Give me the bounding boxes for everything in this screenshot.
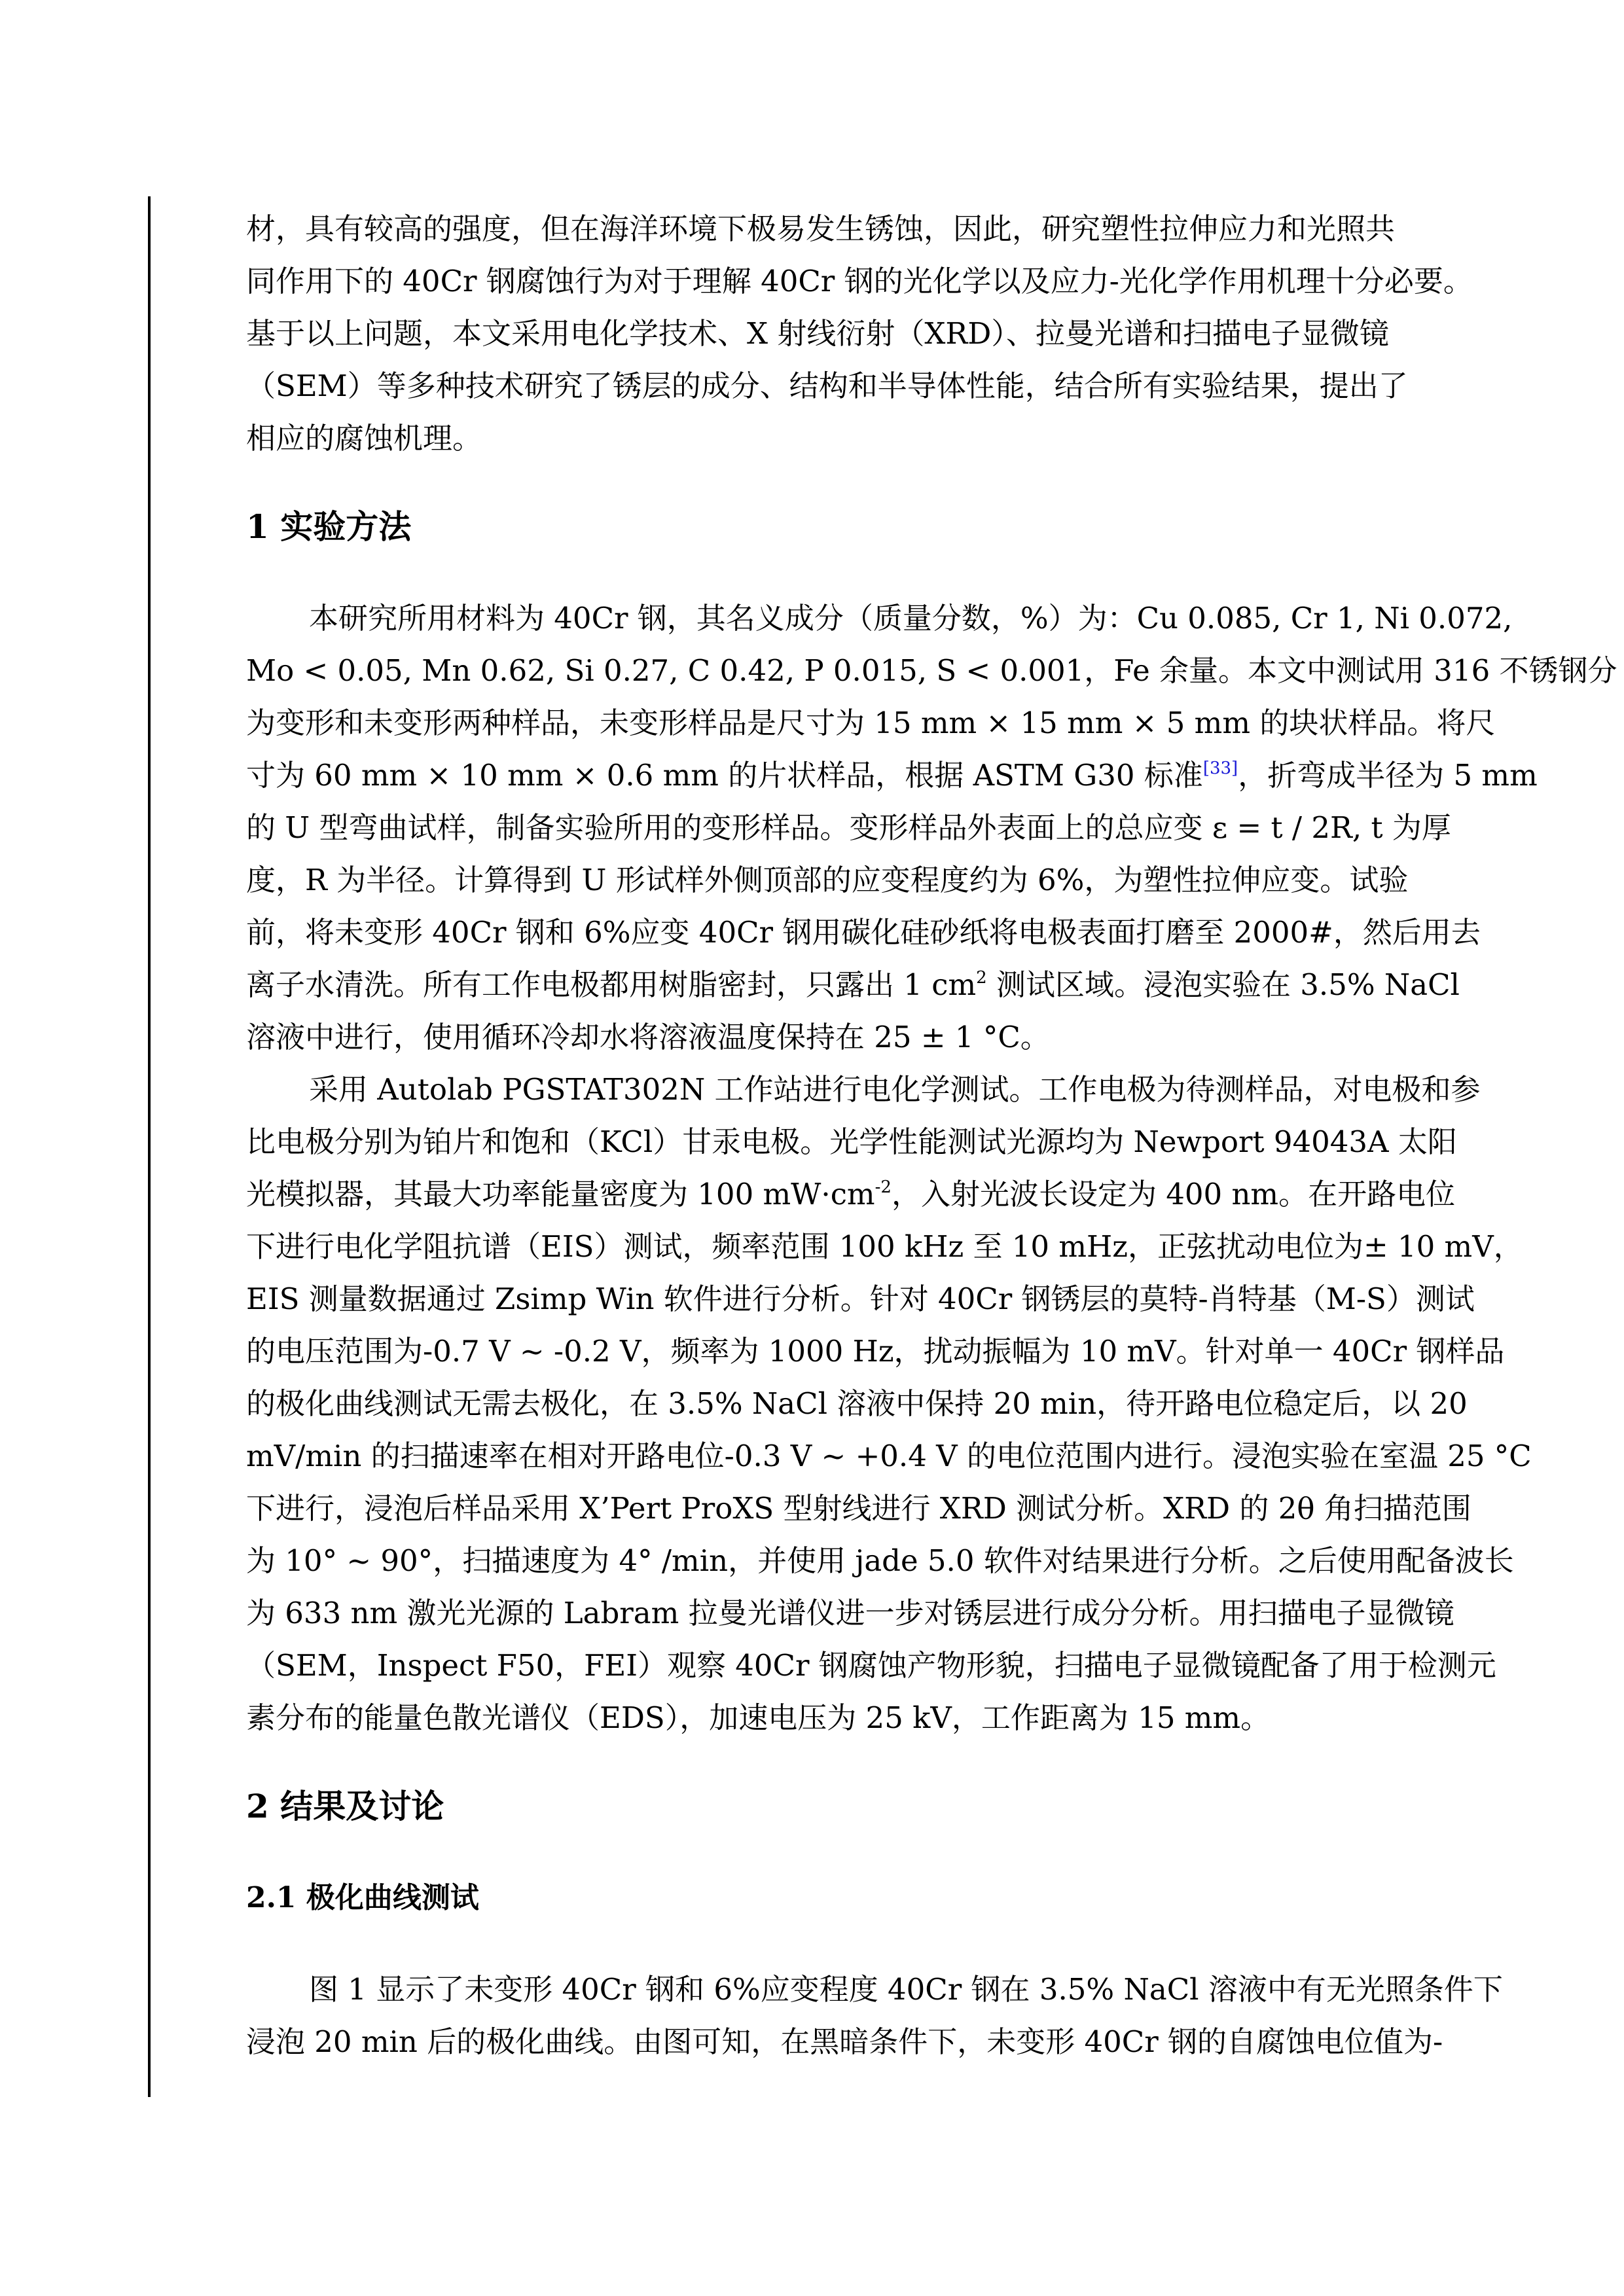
s1-p1-line-1: 本研究所用材料为 40Cr 钢，其名义成分（质量分数，%）为：Cu 0.085, Cr 1, Ni 0.072, <box>309 601 1513 636</box>
s1-p1-line-6: 度，R 为半径。计算得到 U 形试样外侧顶部的应变程度约为 6%，为塑性拉伸应变。试验 <box>246 863 1409 897</box>
s1-p1-line-2: Mo < 0.05, Mn 0.62, Si 0.27, C 0.42, P 0.015, S < 0.001，Fe 余量。本文中测试用 316 不锈钢分 <box>246 653 1617 688</box>
s1-p2-line-7: 的极化曲线测试无需去极化，在 3.5% NaCl 溶液中保持 20 min，待开路电位稳定后，以 20 <box>246 1386 1468 1421</box>
s2-p1-line-1: 图 1 显示了未变形 40Cr 钢和 6%应变程度 40Cr 钢在 3.5% NaCl 溶液中有无光照条件下 <box>309 1972 1503 2007</box>
s1-p2-line-11: 为 633 nm 激光光源的 Labram 拉曼光谱仪进一步对锈层进行成分分析。用扫描电子显微镜 <box>246 1596 1454 1630</box>
s1-p2-line-8: mV/min 的扫描速率在相对开路电位-0.3 V ~ +0.4 V 的电位范围内进行。浸泡实验在室温 25 °C <box>246 1439 1532 1473</box>
intro-line-5: 相应的腐蚀机理。 <box>246 421 482 456</box>
s1-p1-line-9: 溶液中进行，使用循环冷却水将溶液温度保持在 25 ± 1 °C。 <box>246 1020 1050 1054</box>
s1-p1-line-8 <box>246 959 1460 1011</box>
s1-p2-line-13: 素分布的能量色散光谱仪（EDS），加速电压为 25 kV，工作距离为 15 mm。 <box>246 1700 1271 1735</box>
s2-p1-line-2: 浸泡 20 min 后的极化曲线。由图可知，在黑暗条件下，未变形 40Cr 钢的自腐蚀电位值为- <box>246 2024 1443 2059</box>
s1-p2-line-5: EIS 测量数据通过 Zsimp Win 软件进行分析。针对 40Cr 钢锈层的莫特-肖特基（M-S）测试 <box>246 1282 1475 1316</box>
s1-p2-line-3-tail: ，入射光波长设定为 400 nm。在开路电位 <box>891 1177 1456 1211</box>
margin-rule <box>148 196 151 2097</box>
section-2-1-heading: 2.1 极化曲线测试 <box>246 1881 479 1914</box>
s1-p1-line-4-text: 寸为 60 mm × 10 mm × 0.6 mm 的片状样品，根据 ASTM G30 标准 <box>246 758 1203 793</box>
s1-p2-line-4: 下进行电化学阻抗谱（EIS）测试，频率范围 100 kHz 至 10 mHz，正弦扰动电位为± 10 mV， <box>246 1229 1523 1264</box>
s1-p2-line-9: 下进行，浸泡后样品采用 X’Pert ProXS 型射线进行 XRD 测试分析。XRD 的 2θ 角扫描范围 <box>246 1491 1471 1526</box>
s1-p2-line-10: 为 10° ~ 90°，扫描速度为 4° /min，并使用 jade 5.0 软件对结果进行分析。之后使用配备波长 <box>246 1543 1514 1578</box>
s1-p2-line-1: 采用 Autolab PGSTAT302N 工作站进行电化学测试。工作电极为待测样品，对电极和参 <box>309 1072 1481 1107</box>
section-2-heading: 2 结果及讨论 <box>246 1787 444 1825</box>
s1-p2-line-2: 比电极分别为铂片和饱和（KCl）甘汞电极。光学性能测试光源均为 Newport 94043A 太阳 <box>246 1124 1457 1159</box>
s1-p1-line-8-text: 离子水清洗。所有工作电极都用树脂密封，只露出 1 cm <box>246 967 977 1002</box>
s1-p2-line-12: （SEM，Inspect F50，FEI）观察 40Cr 钢腐蚀产物形貌，扫描电子显微镜配备了用于检测元 <box>246 1648 1496 1683</box>
citation-33-link[interactable]: [33] <box>1202 759 1238 778</box>
intro-line-4: （SEM）等多种技术研究了锈层的成分、结构和半导体性能，结合所有实验结果，提出了 <box>246 368 1408 403</box>
intro-line-3: 基于以上问题，本文采用电化学技术、X 射线衍射（XRD）、拉曼光谱和扫描电子显微镜 <box>246 316 1389 351</box>
s1-p2-line-3-text: 光模拟器，其最大功率能量密度为 100 mW·cm <box>246 1177 875 1211</box>
s1-p1-line-4 <box>246 749 1538 802</box>
s1-p1-line-3: 为变形和未变形两种样品，未变形样品是尺寸为 15 mm × 15 mm × 5 mm 的块状样品。将尺 <box>246 706 1496 740</box>
section-1-heading: 1 实验方法 <box>246 507 412 546</box>
s1-p1-line-8-tail: 测试区域。浸泡实验在 3.5% NaCl <box>986 967 1460 1002</box>
superscript-2: 2 <box>976 968 987 988</box>
intro-line-1: 材，具有较高的强度，但在海洋环境下极易发生锈蚀，因此，研究塑性拉伸应力和光照共 <box>246 211 1396 246</box>
s1-p2-line-3 <box>246 1168 1456 1221</box>
superscript-minus-2: -2 <box>875 1177 892 1197</box>
s1-p1-line-5: 的 U 型弯曲试样，制备实验所用的变形样品。变形样品外表面上的总应变 ε = t / 2R, t 为厚 <box>246 810 1451 845</box>
s1-p2-line-6: 的电压范围为-0.7 V ~ -0.2 V，频率为 1000 Hz，扰动振幅为 10 mV。针对单一 40Cr 钢样品 <box>246 1334 1505 1369</box>
s1-p1-line-7: 前，将未变形 40Cr 钢和 6%应变 40Cr 钢用碳化硅砂纸将电极表面打磨至 2000#，然后用去 <box>246 915 1481 950</box>
s1-p1-line-4-tail: ，折弯成半径为 5 mm <box>1238 758 1538 793</box>
intro-line-2: 同作用下的 40Cr 钢腐蚀行为对于理解 40Cr 钢的光化学以及应力-光化学作用机理十分必要。 <box>246 264 1473 298</box>
